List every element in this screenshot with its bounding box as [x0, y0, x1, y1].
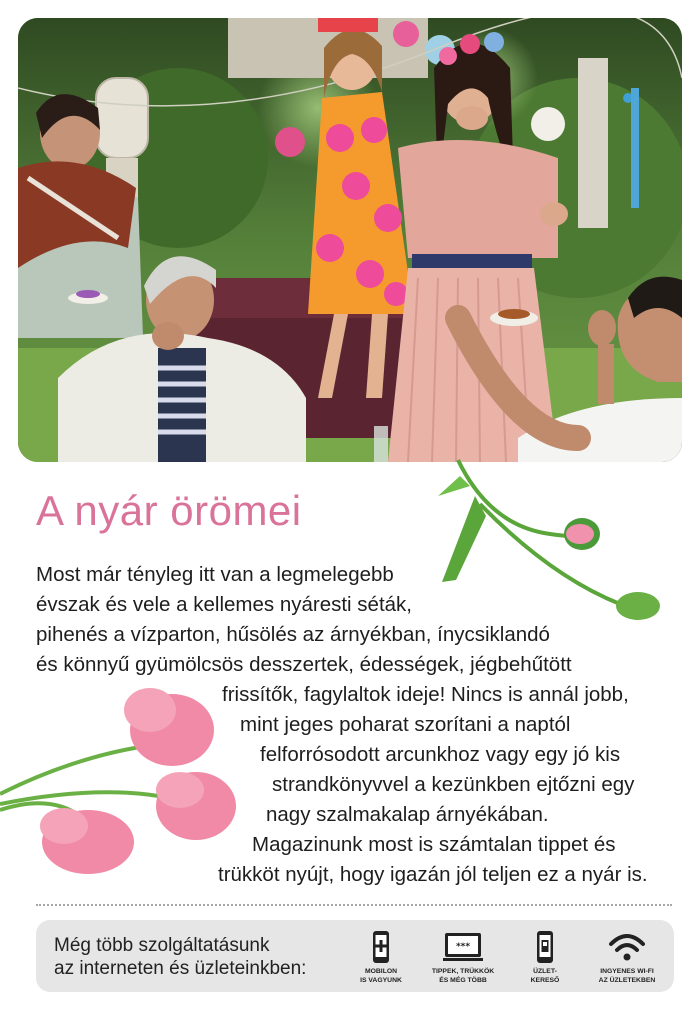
- article-title: A nyár örömei: [36, 487, 302, 534]
- services-intro: [54, 934, 306, 980]
- body-line: évszak és vele a kellemes nyáresti séták,: [36, 593, 412, 616]
- services-footer: [36, 920, 674, 992]
- party-photo: [18, 18, 682, 462]
- body-line: strandkönyvvel a kezünkben ejtőzni egy: [272, 773, 635, 796]
- service-store-label1: ÜZLET-: [533, 968, 557, 975]
- body-line: mint jeges poharat szorítani a naptól: [240, 713, 571, 736]
- laptop-stars-icon: [443, 930, 483, 964]
- body-line: frissítők, fagylaltok ideje! Nincs is annál jobb,: [222, 683, 629, 706]
- body-line: nagy szalmakalap árnyékában.: [266, 803, 549, 826]
- service-tips[interactable]: [422, 930, 504, 985]
- service-tips-label2: ÉS MÉG TÖBB: [439, 976, 487, 984]
- service-wifi[interactable]: [586, 930, 668, 985]
- body-line: felforrósodott arcunkhoz vagy egy jó kis: [260, 743, 621, 766]
- services-intro-line1: Még több szolgáltatásunk: [54, 935, 270, 956]
- service-mobile-label1: MOBILON: [364, 968, 398, 975]
- services-intro-line2: az interneten és üzleteinkben:: [54, 958, 307, 979]
- service-store-finder[interactable]: [504, 930, 586, 985]
- service-store-label2: KERESŐ: [530, 976, 560, 984]
- service-wifi-label1: INGYENES WI-FI: [600, 968, 654, 975]
- store-finder-icon: [525, 930, 565, 964]
- body-line: Most már tényleg itt van a legmelegebb: [36, 563, 394, 586]
- wifi-icon: [607, 930, 647, 964]
- svg-text:***: ***: [455, 942, 471, 952]
- poppy-bud-decoration: [430, 456, 670, 631]
- mobile-phone-icon: [361, 930, 401, 964]
- service-mobile[interactable]: [340, 930, 422, 985]
- service-tips-label1: TIPPEK, TRÜKKÖK: [431, 968, 495, 975]
- poppy-flowers-decoration: [0, 684, 240, 884]
- service-mobile-label2: IS VAGYUNK: [360, 976, 402, 984]
- body-line: trükköt nyújt, hogy igazán jól teljen ez a nyár is.: [218, 863, 648, 886]
- service-wifi-label2: AZ ÜZLETEKBEN: [598, 976, 656, 984]
- dotted-divider: [36, 904, 672, 906]
- body-line: Magazinunk most is számtalan tippet és: [252, 833, 616, 856]
- body-line: és könnyű gyümölcsös desszertek, édességek, jégbehűtött: [36, 653, 572, 676]
- body-line: pihenés a vízparton, hűsölés az árnyékban, ínycsiklandó: [36, 623, 550, 646]
